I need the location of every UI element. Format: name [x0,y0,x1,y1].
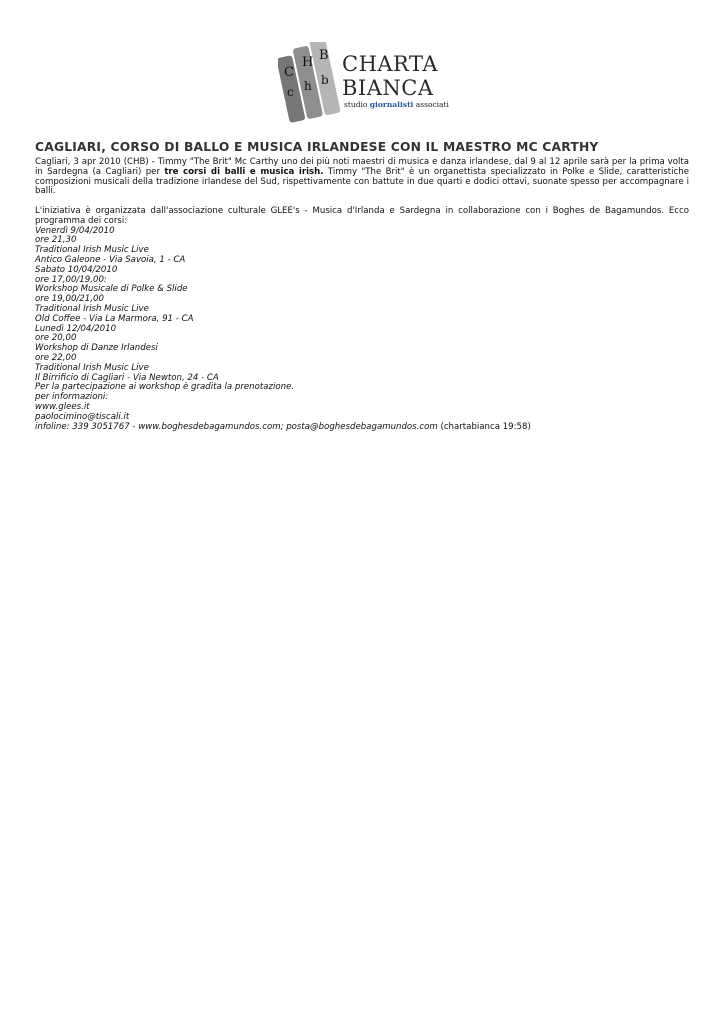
logo-letter: c [287,85,294,99]
chartabianca-logo [278,42,448,124]
schedule-line: Sabato 10/04/2010 [35,264,118,275]
logo-tagline-pre: studio [344,100,370,109]
logo-letter: H [302,55,314,70]
schedule-line: ore 22,00 [35,352,77,363]
logo-tagline [344,100,449,109]
schedule-line: Traditional Irish Music Live [35,245,149,256]
logo-letter: h [304,79,312,93]
article-organizers: L'iniziativa è organizzata dall'associazione culturale GLEE's - Musica d'Irlanda e Sardegna in collaborazione con i Boghes de Bagamundos. Ecco programma dei corsi: [35,205,689,226]
logo-letter: C [284,65,294,80]
logo-letter: b [321,73,329,87]
logo-tagline-post: associati [413,100,449,109]
schedule-line: Il Birrificio di Cagliari - Via Newton, 24 - CA [35,372,219,383]
schedule-line: Lunedì 12/04/2010 [35,323,117,334]
schedule-line: ore 17,00/19,00: [35,274,107,285]
schedule-line: Antico Galeone - Via Savoia, 1 - CA [35,254,186,265]
schedule-line: Workshop di Danze Irlandesi [35,343,158,354]
article-body [35,158,689,432]
schedule-line: Workshop Musicale di Polke & Slide [35,284,188,295]
source-timestamp: (chartabianca 19:58) [437,421,531,432]
schedule-line: Venerdì 9/04/2010 [35,225,115,236]
intro-highlight: tre corsi di balli e musica irish. [164,166,324,177]
schedule-line: Per la partecipazione ai workshop è gradita la prenotazione. [35,382,295,393]
logo-word-charta: CHARTA [342,52,439,76]
schedule-line: per informazioni: [35,392,109,403]
schedule-line: Traditional Irish Music Live [35,303,149,314]
schedule-line: paolocimino@tiscali.it [35,411,130,422]
schedule-line: Old Coffee - Via La Marmora, 91 - CA [35,313,194,324]
schedule-line: www.glees.it [35,401,90,412]
schedule-line: ore 19,00/21,00 [35,294,104,305]
intro-text-2: Timmy "The Brit" è un organettista specializzato in Polke e Slide, caratteristiche composizioni musicali della tradizione irlandese del Sud, rispettivamente con battute in due quarti e dodici ottavi, suonate spesso per accompagnare i balli. [35,166,690,197]
logo-tagline-accent: giornalisti [369,100,414,109]
traffic-light-logo-icon [278,42,342,124]
course-schedule [35,227,689,423]
article-intro [35,158,689,197]
schedule-line: ore 21,30 [35,235,77,246]
article-title: CAGLIARI, CORSO DI BALLO E MUSICA IRLANDESE CON IL MAESTRO MC CARTHY [35,140,599,154]
intro-text-1: Cagliari, 3 apr 2010 (CHB) - Timmy "The Brit" Mc Carthy uno dei più noti maestri di musica e danza irlandese, dal 9 al 12 aprile sarà per la prima volta in Sardegna (a Cagliari) per [35,157,689,177]
logo-letter: B [319,48,329,63]
contact-infoline [35,423,689,433]
infoline-text: infoline: 339 3051767 - www.boghesdebagamundos.com; posta@boghesdebagamundos.com [35,421,438,432]
logo-word-bianca: BIANCA [342,76,434,100]
schedule-line: ore 20,00 [35,333,77,344]
schedule-line: Traditional Irish Music Live [35,362,149,373]
